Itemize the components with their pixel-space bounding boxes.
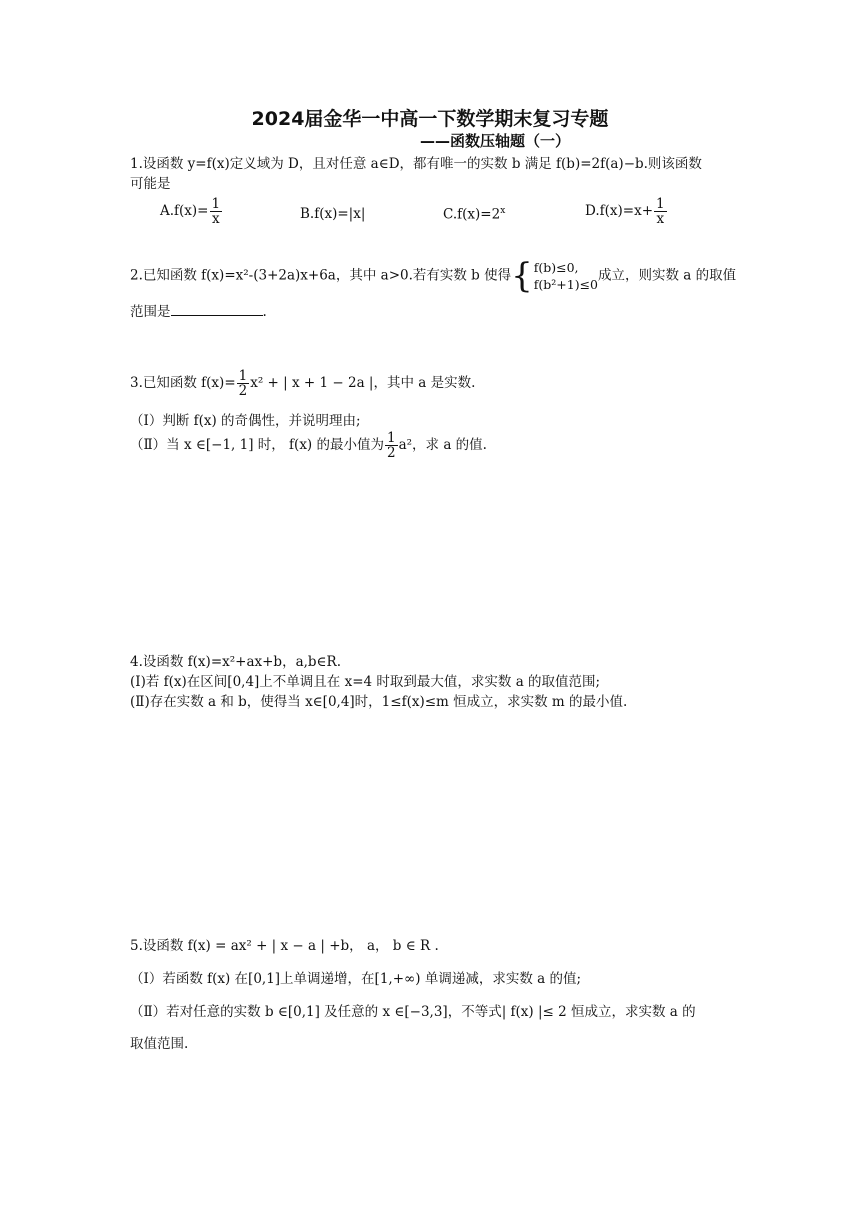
- q1-option-a-label: A.f(x)=: [160, 203, 209, 220]
- q3-fraction: [237, 369, 250, 398]
- q3-stem-part-b: x² + | x + 1 − 2a |，其中 a 是实数.: [250, 375, 476, 392]
- answer-blank: [171, 301, 263, 316]
- question-5-part-2-line1: （Ⅱ）若对任意的实数 b ∈[0,1] 及任意的 x ∈[−3,3]，不等式| f(x) |≤ 2 恒成立，求实数 a 的: [130, 1004, 696, 1020]
- question-5-part-1: （Ⅰ）若函数 f(x) 在[0,1]上单调递增，在[1,+∞) 单调递减，求实数 a 的值;: [130, 971, 582, 987]
- q2-inequality-system: [534, 259, 598, 293]
- q1-option-c-label: C.f(x)=2: [443, 206, 501, 223]
- q3-stem-part-a: 3.已知函数 f(x)=: [130, 375, 236, 392]
- question-2-line2: [130, 300, 267, 320]
- fraction-denominator: x: [211, 211, 220, 228]
- left-brace-icon: {: [511, 256, 533, 296]
- q2-inequality-2: f(b²+1)≤0: [533, 277, 598, 292]
- q2-stem-part-b: 成立，则实数 a 的取值: [598, 267, 737, 284]
- question-1-stem-line2: 可能是: [130, 176, 171, 192]
- q1-option-a: [160, 197, 223, 226]
- question-4-part-2: (Ⅱ)存在实数 a 和 b，使得当 x∈[0,4]时，1≤f(x)≤m 恒成立，求实数 m 的最小值.: [130, 694, 628, 710]
- q2-stem-part-a: 2.已知函数 f(x)=x²-(3+2a)x+6a，其中 a>0.若有实数 b 使得: [130, 267, 512, 284]
- page-title: 2024届金华一中高一下数学期末复习专题: [251, 108, 609, 130]
- fraction-denominator: 2: [387, 445, 396, 462]
- q1-option-c-exponent: x: [500, 206, 506, 216]
- q3-part2-a: （Ⅱ）当 x ∈[−1, 1] 时， f(x) 的最小值为: [130, 437, 384, 454]
- question-4-part-1: (Ⅰ)若 f(x)在区间[0,4]上不单调且在 x=4 时取到最大值，求实数 a 的取值范围;: [130, 674, 601, 690]
- question-1-stem-line1: 1.设函数 y=f(x)定义域为 D，且对任意 a∈D，都有唯一的实数 b 满足 f(b)=2f(a)−b.则该函数: [130, 156, 702, 172]
- q1-option-b: B.f(x)=|x|: [300, 206, 366, 222]
- q3-part2-b: a²，求 a 的值.: [398, 437, 487, 454]
- fraction-numerator: 1: [238, 368, 248, 384]
- question-1: [130, 154, 730, 194]
- question-3-stem: [130, 369, 475, 398]
- q1-option-c: [443, 206, 505, 223]
- page-subtitle: ——函数压轴题（一）: [420, 132, 571, 150]
- question-5-stem: 5.设函数 f(x) = ax² + | x − a | +b， a， b ∈ R .: [130, 938, 439, 954]
- q1-option-d-fraction: [654, 197, 667, 226]
- fraction-numerator: 1: [656, 196, 665, 212]
- question-3-part-1: （Ⅰ）判断 f(x) 的奇偶性，并说明理由;: [130, 413, 361, 429]
- q2-end-period: .: [262, 304, 267, 320]
- fraction-numerator: 1: [211, 196, 221, 212]
- question-5-part-2-line2: 取值范围.: [130, 1036, 189, 1052]
- question-3-part-2: [130, 431, 487, 460]
- fraction-denominator: 2: [238, 383, 248, 400]
- question-4-stem: 4.设函数 f(x)=x²+ax+b，a,b∈R.: [130, 654, 342, 670]
- q1-option-d-label: D.f(x)=x+: [585, 203, 654, 220]
- q3-part2-fraction: [385, 431, 398, 460]
- fraction-denominator: x: [656, 211, 665, 228]
- fraction-numerator: 1: [387, 430, 396, 446]
- q2-inequality-1: f(b)≤0,: [533, 260, 579, 275]
- q1-option-d: [585, 197, 668, 226]
- question-4: [130, 652, 730, 712]
- q2-stem-line2: 范围是: [130, 304, 171, 320]
- question-2-stem: [130, 256, 737, 296]
- q1-option-a-fraction: [210, 197, 223, 226]
